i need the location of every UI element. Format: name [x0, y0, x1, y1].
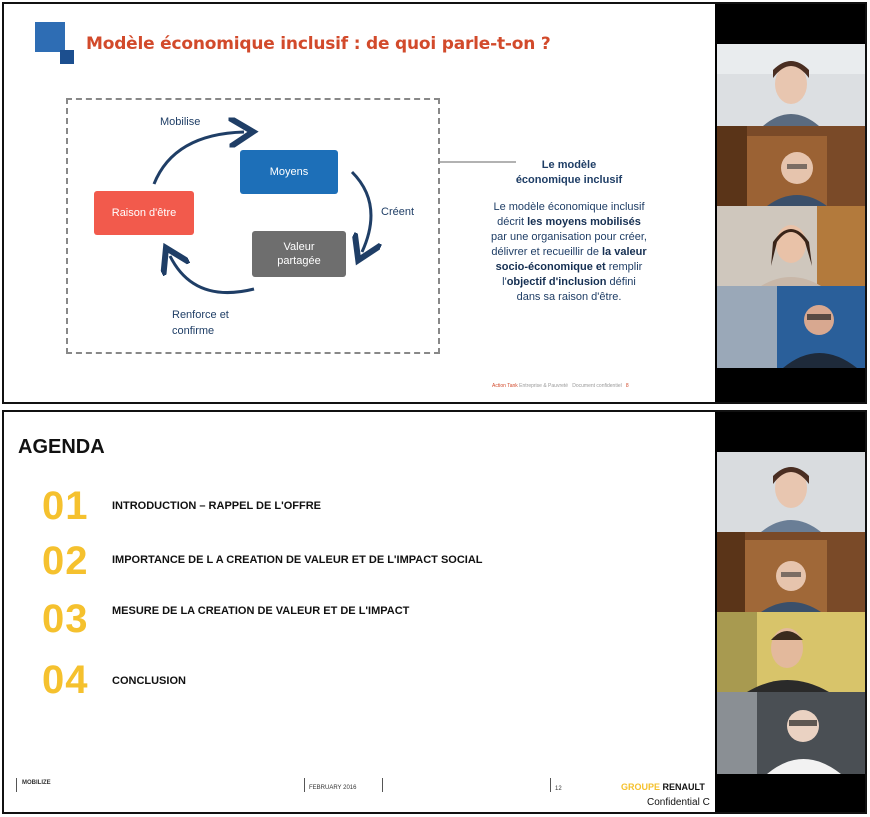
participant-video-1[interactable]: [717, 452, 865, 532]
participant-video-3[interactable]: [717, 612, 865, 692]
participant-video-4[interactable]: [717, 692, 865, 774]
agenda-item: MESURE DE LA CREATION DE VALEUR ET DE L'IMPACT: [112, 605, 410, 617]
slide-modele-economique: [4, 4, 715, 402]
agenda-item: CONCLUSION: [112, 675, 186, 687]
confidential-label: Confidential C: [647, 797, 710, 808]
footer-org: Entreprise & Pauvreté: [519, 383, 569, 389]
renforce-line1: Renforce et: [172, 309, 229, 321]
footer-brand: Action Tank: [492, 383, 518, 389]
desc-line: décrit: [497, 216, 528, 228]
box-moyens: Moyens: [240, 150, 338, 194]
side-heading-line2: économique inclusif: [515, 174, 623, 186]
desc-bold: la valeur: [602, 246, 647, 258]
side-heading-line1: Le modèle: [541, 159, 597, 171]
renforce-line2: confirme: [172, 325, 215, 337]
footer-mobilize: MOBILIZE: [22, 780, 51, 786]
brand-groupe: GROUPE: [621, 782, 661, 792]
desc-bold: les moyens mobilisés: [527, 216, 641, 228]
footer-divider: [16, 778, 17, 792]
agenda-title: AGENDA: [18, 436, 105, 458]
slide-footer: [492, 383, 629, 389]
footer-confidential: Document confidentiel: [572, 383, 622, 389]
label-creent: Créent: [381, 206, 415, 218]
side-description: [474, 200, 664, 305]
desc-line: Le modèle économique inclusif: [493, 201, 645, 213]
slide-title: Modèle économique inclusif : de quoi parle-t-on ?: [86, 34, 551, 54]
agenda-number: 02: [42, 539, 89, 583]
brand-renault: RENAULT: [662, 782, 705, 792]
arrow-mobilise: [154, 132, 244, 184]
agenda-item: IMPORTANCE DE L A CREATION DE VALEUR ET DE L'IMPACT SOCIAL: [112, 554, 483, 566]
participant-video-2[interactable]: [717, 532, 865, 612]
screenshot-bottom: [2, 410, 867, 814]
participant-video-4[interactable]: [717, 286, 865, 368]
footer-divider: [382, 778, 383, 792]
participant-video-1[interactable]: [717, 44, 865, 126]
label-renforce: [172, 307, 262, 339]
box-valeur-partagee: [252, 231, 346, 277]
agenda-number: 03: [42, 597, 89, 641]
arrow-renforce: [170, 256, 254, 293]
participant-video-2[interactable]: [717, 126, 865, 206]
label-mobilise: Mobilise: [160, 116, 201, 128]
valeur-line1: Valeur: [283, 241, 315, 253]
agenda-item: INTRODUCTION – RAPPEL DE L'OFFRE: [112, 500, 321, 512]
footer-date: FEBRUARY 2016: [309, 785, 357, 791]
desc-line: remplir: [605, 261, 643, 273]
desc-line: l': [502, 276, 507, 288]
slide-agenda: [4, 412, 715, 812]
footer-divider: [550, 778, 551, 792]
desc-line: par une organisation pour créer,: [491, 231, 647, 243]
arrow-creent: [352, 172, 371, 252]
screenshot-top: [2, 2, 867, 404]
valeur-line2: partagée: [277, 255, 321, 267]
desc-line: défini: [606, 276, 636, 288]
agenda-number: 01: [42, 484, 89, 528]
side-heading: [499, 158, 639, 188]
box-raison-d-etre: Raison d'être: [94, 191, 194, 235]
participant-video-3[interactable]: [717, 206, 865, 286]
footer-page: 12: [555, 786, 562, 792]
desc-line: délivrer et recueillir de: [491, 246, 602, 258]
agenda-number: 04: [42, 658, 89, 702]
groupe-renault-logo: [621, 782, 705, 792]
footer-page: 8: [625, 383, 629, 389]
desc-bold: socio-économique et: [495, 261, 606, 273]
desc-line: dans sa raison d'être.: [516, 291, 622, 303]
footer-divider: [304, 778, 305, 792]
desc-bold: objectif d'inclusion: [506, 276, 607, 288]
